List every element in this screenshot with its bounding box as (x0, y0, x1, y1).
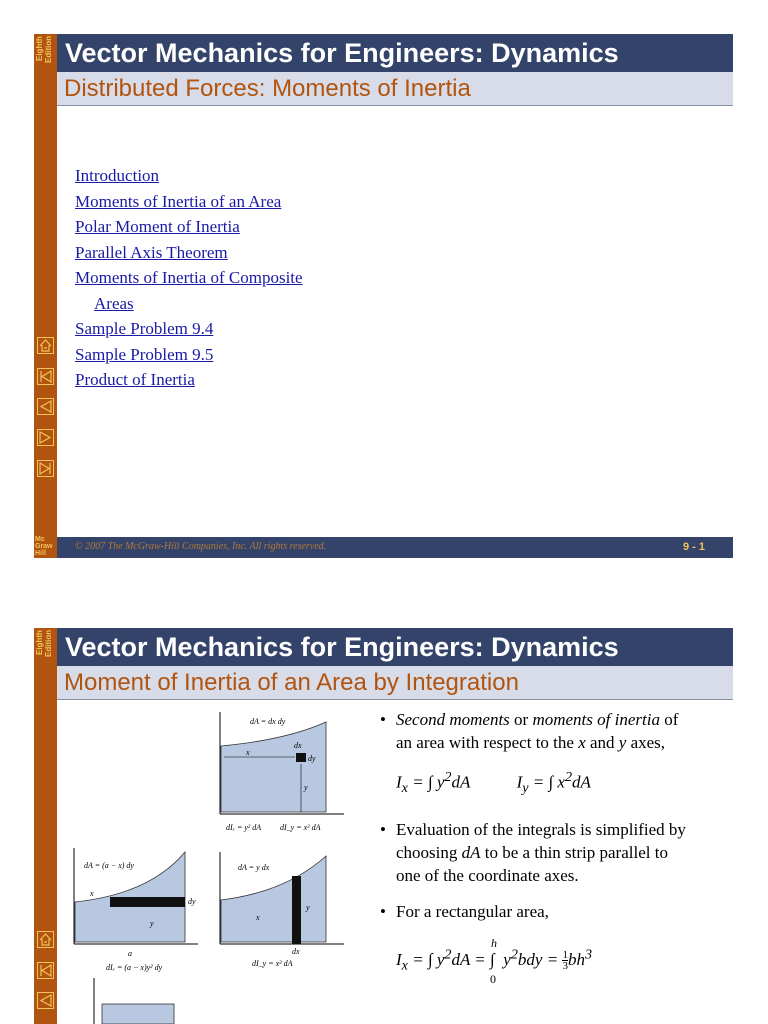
fig1-dx-label: dx (294, 741, 302, 750)
sidebar (34, 628, 57, 1024)
slide-2 (34, 628, 733, 1024)
arrow-left-icon (39, 994, 52, 1007)
fig1-top-label: dA = dx dy (250, 717, 286, 726)
fig2-bottom-label: dIₓ = (a − x)y² dy (106, 963, 163, 972)
toc-link-sample-problem-9-4[interactable]: Sample Problem 9.4 (75, 319, 214, 338)
slide-title: Vector Mechanics for Engineers: Dynamics (57, 628, 733, 666)
edition-label: Eighth Edition (35, 630, 53, 658)
copyright-text: © 2007 The McGraw-Hill Companies, Inc. All rights reserved. (75, 541, 327, 552)
figure-vertical-strip (216, 850, 346, 970)
edition-label: Eighth Edition (35, 36, 53, 64)
bullet-list (380, 708, 725, 986)
fig2-a-label: a (128, 949, 132, 958)
next-slide-button[interactable] (37, 429, 54, 446)
last-slide-button[interactable] (37, 460, 54, 477)
fig1-dy-label: dy (308, 754, 316, 763)
previous-slide-button[interactable] (37, 398, 54, 415)
slide-title: Vector Mechanics for Engineers: Dynamics (57, 34, 733, 72)
slide-subtitle: Moment of Inertia of an Area by Integration (57, 666, 733, 700)
arrow-right-icon (39, 431, 52, 444)
sidebar (34, 34, 57, 558)
figure-area-element (216, 708, 346, 838)
arrow-left-icon (39, 400, 52, 413)
toc-link-introduction[interactable]: Introduction (75, 166, 160, 185)
first-slide-button[interactable] (37, 962, 54, 979)
equation-ix-iy: $I_x$ = ∫ $y^2dA$ $I_y$ = ∫ $x^2dA$ (396, 769, 591, 797)
toc-link-moments-of-inertia-area[interactable]: Moments of Inertia of an Area (75, 191, 282, 211)
fig2-top-label: dA = (a − x) dy (84, 861, 134, 870)
publisher-logo: Mc Graw Hill (35, 536, 53, 557)
home-nav-button[interactable] (37, 337, 54, 354)
fig1-bottom-label-2: dI_y = x² dA (280, 823, 321, 832)
home-icon (39, 339, 52, 352)
fig3-bottom-label: dI_y = x² dA (252, 959, 293, 968)
fig2-y-label: y (150, 919, 154, 928)
table-of-contents (75, 163, 303, 393)
toc-link-product-of-inertia[interactable]: Product of Inertia (75, 370, 195, 389)
home-icon (39, 933, 52, 946)
bullet-rectangular-area: • For a rectangular area, (380, 900, 725, 923)
toc-link-sample-problem-9-5[interactable]: Sample Problem 9.5 (75, 344, 214, 364)
skip-back-icon (39, 964, 52, 977)
fig3-y-label: y (306, 903, 310, 912)
bullet-second-moments: • Second moments or moments of inertia of an area with respect to the x and y axes, (380, 708, 725, 754)
bullet-evaluation: • Evaluation of the integrals is simplified by choosing dA to be a thin strip parallel to one of the coordinate axes. (380, 818, 725, 887)
skip-forward-icon (39, 462, 52, 475)
home-nav-button[interactable] (37, 931, 54, 948)
figure-horizontal-strip (70, 846, 200, 974)
figure-rectangle-area (86, 976, 186, 1024)
equation-rectangular: $I_x$ = ∫ $y^2dA$ = ∫ h 0 $y^2bdy$ = $\frac{1}{3}$ $bh^3$ (396, 935, 593, 986)
fig1-y-label: y (304, 783, 308, 792)
toc-link-polar-moment[interactable]: Polar Moment of Inertia (75, 217, 240, 236)
skip-back-icon (39, 370, 52, 383)
fig3-dx-label: dx (292, 947, 300, 956)
slide-subtitle: Distributed Forces: Moments of Inertia (57, 72, 733, 106)
fig2-x-label: x (90, 889, 94, 898)
page-number: 9 - 1 (682, 541, 705, 553)
previous-slide-button[interactable] (37, 992, 54, 1009)
toc-link-parallel-axis[interactable]: Parallel Axis Theorem (75, 242, 228, 262)
fig1-x-label: x (246, 748, 250, 757)
fig1-bottom-label-1: dIₓ = y² dA (226, 823, 262, 832)
toc-link-composite-areas[interactable]: Moments of Inertia of Composite (75, 268, 303, 287)
fig3-x-label: x (256, 913, 260, 922)
toc-link-composite-areas-cont[interactable]: Areas (94, 293, 134, 313)
fig3-top-label: dA = y dx (238, 863, 270, 872)
fig2-dy-label: dy (188, 897, 196, 906)
slide-1 (34, 34, 733, 558)
first-slide-button[interactable] (37, 368, 54, 385)
slide-footer (57, 537, 733, 558)
